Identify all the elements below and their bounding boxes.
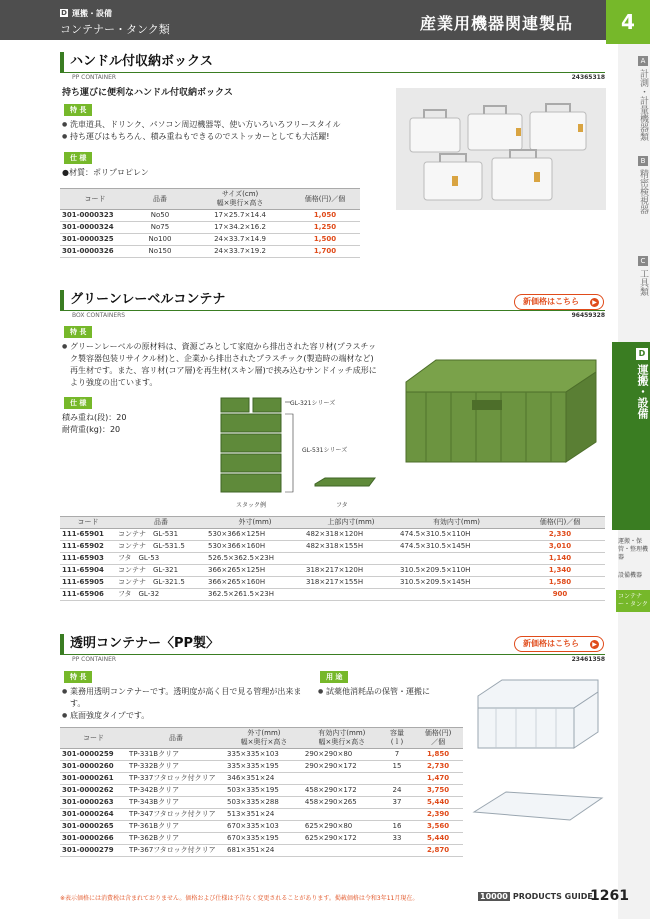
feature-list (62, 341, 380, 389)
feature-item: ● 底面強度タイプです。 (62, 710, 312, 722)
table-row (60, 553, 605, 565)
col-header: 容量 (ｌ) (381, 728, 413, 749)
section-en-title: PP CONTAINER (72, 74, 117, 81)
table-cell: 335×335×103 (225, 749, 303, 761)
table-cell (303, 809, 381, 821)
table-cell: 16 (381, 821, 413, 833)
table-cell: 625×290×80 (303, 821, 381, 833)
col-header: 有効内寸(mm) (398, 517, 515, 529)
price-cell: 900 (515, 589, 605, 601)
code-cell: 301-0000261 (60, 773, 127, 785)
sidebar-item-active[interactable] (612, 342, 650, 530)
new-price-link[interactable]: 新価格はこちら ▶ (514, 636, 604, 652)
table-cell: 513×351×24 (225, 809, 303, 821)
price-cell: 2,330 (515, 529, 605, 541)
table-cell: 625×290×172 (303, 833, 381, 845)
category-icon: D (61, 9, 67, 17)
table-row (60, 761, 463, 773)
price-cell: 1,500 (290, 234, 360, 246)
table-cell: 310.5×209.5×145H (398, 577, 515, 589)
table-cell: 482×318×120H (304, 529, 398, 541)
col-header: コード (60, 517, 116, 529)
table-cell: 366×265×125H (206, 565, 304, 577)
table-cell: 670×335×195 (225, 833, 303, 845)
sidebar-item-label: 精密検視器 (638, 169, 648, 214)
sidebar-sub-item[interactable]: 運搬・保管・整理機器 (618, 538, 649, 561)
table-cell: TP-343Bクリア (127, 797, 225, 809)
use-list (318, 686, 468, 698)
footer-note: ※表示価格には消費税は含まれておりません。価格および仕様は予告なく変更されることがあります。掲載価格は令和3年11月現在。 (60, 895, 419, 902)
table-cell: 458×290×265 (303, 797, 381, 809)
new-price-link[interactable]: 新価格はこちら ▶ (514, 294, 604, 310)
price-cell: 1,850 (413, 749, 463, 761)
code-cell: 301-0000265 (60, 821, 127, 833)
table-row (60, 589, 605, 601)
page-number: 1261 (590, 888, 629, 904)
table-row (60, 809, 463, 821)
code-cell: 301-0000260 (60, 761, 127, 773)
footer-brand (478, 892, 593, 901)
brand-label: PRODUCTS GUIDE (512, 892, 593, 901)
section-title: グリーンレーベルコンテナ (60, 290, 605, 310)
table-row (60, 529, 605, 541)
table-cell (398, 589, 515, 601)
clear-containers-illustration (466, 672, 606, 862)
table-row (60, 797, 463, 809)
table-cell: フタ GL-32 (116, 589, 206, 601)
table-cell: 290×290×172 (303, 761, 381, 773)
table-cell: No100 (130, 234, 190, 246)
feature-list (62, 686, 312, 722)
code-cell: 301-0000266 (60, 833, 127, 845)
product-photo-green-container (396, 352, 606, 480)
table-cell: 526.5×362.5×23H (206, 553, 304, 565)
table-cell: TP-367フタロック付クリア (127, 845, 225, 857)
sidebar-item-label: 工具類 (638, 269, 648, 296)
table-cell: 458×290×172 (303, 785, 381, 797)
table-cell: コンテナ GL-531.5 (116, 541, 206, 553)
spec-tag: 仕 様 (64, 397, 92, 409)
sidebar-item-a[interactable] (618, 52, 650, 142)
price-cell: 1,250 (290, 222, 360, 234)
col-header: 外寸(mm) (206, 517, 304, 529)
table-row (60, 577, 605, 589)
spec-tag: 仕 様 (64, 152, 92, 164)
sidebar-key: C (638, 256, 648, 266)
arrow-right-icon: ▶ (590, 298, 599, 307)
code-cell: 301-0000262 (60, 785, 127, 797)
code-cell: 301-0000279 (60, 845, 127, 857)
sidebar-key: D (636, 348, 648, 360)
feature-tag: 特 長 (64, 104, 92, 116)
table-cell: コンテナ GL-321 (116, 565, 206, 577)
col-header: 価格(円) ／個 (413, 728, 463, 749)
price-cell: 1,340 (515, 565, 605, 577)
price-cell: 2,730 (413, 761, 463, 773)
green-container-illustration (396, 352, 606, 480)
table-cell: TP-347フタロック付クリア (127, 809, 225, 821)
gl321-label: GL-321シリーズ (290, 400, 336, 407)
table-cell: 474.5×310.5×110H (398, 529, 515, 541)
table-cell: 7 (381, 749, 413, 761)
code-cell: 111-65902 (60, 541, 116, 553)
table-cell: No75 (130, 222, 190, 234)
table-cell: 290×290×80 (303, 749, 381, 761)
table-cell: 681×351×24 (225, 845, 303, 857)
table-cell: 670×335×103 (225, 821, 303, 833)
table-row (60, 773, 463, 785)
arrow-right-icon: ▶ (590, 640, 599, 649)
price-cell: 3,750 (413, 785, 463, 797)
section-code: 23461358 (571, 656, 605, 663)
feature-tag: 特 長 (64, 671, 92, 683)
table-cell: コンテナ GL-321.5 (116, 577, 206, 589)
code-cell: 301-0000325 (60, 234, 130, 246)
table-row (60, 541, 605, 553)
table-cell: TP-337フタロック付クリア (127, 773, 225, 785)
price-cell: 1,700 (290, 246, 360, 258)
table-cell (398, 553, 515, 565)
table-cell: フタ GL-53 (116, 553, 206, 565)
feature-item: ● グリーンレーベルの原材料は、資源ごみとして家庭から排出された容リ材(プラスチック製容器包装リサイクル材)と、企業から排出されたプラスチック(製造時の端材など)再生材です。また、容リ材(コア層)を再生材(スキン層)で挟み込むサンドイッチ成形により強度の出ています。 (62, 341, 380, 389)
code-cell: 301-0000259 (60, 749, 127, 761)
stack-diagram (205, 392, 385, 512)
sidebar-item-label: 計測・計量機器類 (638, 69, 648, 141)
code-cell: 301-0000323 (60, 210, 130, 222)
price-cell: 5,440 (413, 833, 463, 845)
table-cell: 37 (381, 797, 413, 809)
col-header: 上部内寸(mm) (304, 517, 398, 529)
table-row (60, 833, 463, 845)
product-table-2 (60, 516, 605, 601)
section-divider (60, 72, 605, 73)
price-cell: 1,050 (290, 210, 360, 222)
product-table-1 (60, 188, 360, 258)
table-cell (381, 773, 413, 785)
handle-boxes-illustration (396, 88, 606, 210)
col-header: コード (60, 728, 127, 749)
code-cell: 111-65901 (60, 529, 116, 541)
table-cell: 366×265×160H (206, 577, 304, 589)
feature-tag: 特 長 (64, 326, 92, 338)
section-title: ハンドル付収納ボックス (60, 52, 605, 72)
code-cell: 301-0000263 (60, 797, 127, 809)
table-cell: 530×366×125H (206, 529, 304, 541)
price-cell: 2,390 (413, 809, 463, 821)
price-cell: 1,580 (515, 577, 605, 589)
section-title: 透明コンテナー〈PP製〉 (60, 634, 605, 654)
price-cell: 2,870 (413, 845, 463, 857)
table-cell: 318×217×155H (304, 577, 398, 589)
table-cell: 346×351×24 (225, 773, 303, 785)
header-title: 産業用機器関連製品 (420, 14, 574, 33)
section-lead: 持ち運びに便利なハンドル付収納ボックス (62, 88, 233, 98)
table-cell: 310.5×209.5×110H (398, 565, 515, 577)
table-cell: 24×33.7×19.2 (190, 246, 290, 258)
section-en-title: BOX CONTAINERS (72, 312, 126, 319)
sidebar-key: B (638, 156, 648, 166)
table-cell: 482×318×155H (304, 541, 398, 553)
table-cell: 15 (381, 761, 413, 773)
table-cell: TP-331Bクリア (127, 749, 225, 761)
table-cell: 17×25.7×14.4 (190, 210, 290, 222)
table-row (60, 222, 360, 234)
table-cell (381, 845, 413, 857)
table-cell: 318×217×120H (304, 565, 398, 577)
spec-line: 積み重ね(段)：20 (62, 413, 127, 422)
code-cell: 111-65903 (60, 553, 116, 565)
section-code: 96459328 (571, 312, 605, 319)
table-row (60, 821, 463, 833)
table-cell (303, 773, 381, 785)
stack-illustration (205, 392, 385, 512)
price-cell: 3,010 (515, 541, 605, 553)
table-row (60, 565, 605, 577)
feature-item: ● 持ち運びはもちろん、積み重ねもできるのでストッカーとしても大活躍! (62, 131, 382, 143)
code-cell: 111-65904 (60, 565, 116, 577)
code-cell: 301-0000326 (60, 246, 130, 258)
code-cell: 111-65905 (60, 577, 116, 589)
table-cell: コンテナ GL-531 (116, 529, 206, 541)
col-header: 価格(円)／個 (515, 517, 605, 529)
sidebar-item-c[interactable] (618, 252, 650, 332)
product-photo-handle-boxes (396, 88, 606, 210)
feature-item: ● 洗車道具、ドリンク、パソコン周辺機器等、使い方いろいろフリースタイル (62, 119, 382, 131)
section-en-title: PP CONTAINER (72, 656, 117, 663)
table-cell: 335×335×195 (225, 761, 303, 773)
product-photo-clear-containers (466, 672, 606, 862)
table-cell: 24×33.7×14.9 (190, 234, 290, 246)
section-divider (60, 654, 605, 655)
col-header: サイズ(cm) 幅×奥行×高さ (190, 189, 290, 210)
table-cell: TP-361Bクリア (127, 821, 225, 833)
col-header: 品番 (127, 728, 225, 749)
spec-text: ●材質：ポリプロピレン (62, 168, 149, 177)
table-row (60, 246, 360, 258)
price-cell: 1,140 (515, 553, 605, 565)
table-row (60, 234, 360, 246)
feature-item: ● 業務用透明コンテナーです。透明度が高く目で見る管理が出来ます。 (62, 686, 312, 710)
feature-list (62, 119, 382, 143)
table-cell: No150 (130, 246, 190, 258)
sidebar-key: A (638, 56, 648, 66)
brand-badge: 10000 (480, 892, 508, 901)
sidebar-sub-item[interactable]: 設備機器 (618, 572, 643, 579)
col-header: コード (60, 189, 130, 210)
col-header: 有効内寸(mm) 幅×奥行×高さ (303, 728, 381, 749)
price-cell: 3,560 (413, 821, 463, 833)
table-cell: 474.5×310.5×145H (398, 541, 515, 553)
col-header: 外寸(mm) 幅×奥行×高さ (225, 728, 303, 749)
col-header: 品番 (130, 189, 190, 210)
table-cell: 362.5×261.5×23H (206, 589, 304, 601)
table-cell (303, 845, 381, 857)
subcategory-label: コンテナー・タンク類 (60, 23, 170, 36)
lid-caption: フタ (336, 502, 348, 509)
section-divider (60, 310, 605, 311)
table-cell (304, 589, 398, 601)
table-row (60, 210, 360, 222)
table-cell: 17×34.2×16.2 (190, 222, 290, 234)
use-tag: 用 途 (320, 671, 348, 683)
use-item: ● 試薬他消耗品の保管・運搬に (318, 686, 468, 698)
stack-caption: スタック例 (236, 502, 267, 509)
code-cell: 301-0000324 (60, 222, 130, 234)
price-cell: 1,470 (413, 773, 463, 785)
table-cell: TP-362Bクリア (127, 833, 225, 845)
table-row (60, 845, 463, 857)
code-cell: 111-65906 (60, 589, 116, 601)
table-row (60, 785, 463, 797)
product-table-3 (60, 727, 463, 857)
table-cell: 24 (381, 785, 413, 797)
price-cell: 5,440 (413, 797, 463, 809)
table-cell: No50 (130, 210, 190, 222)
table-cell: 33 (381, 833, 413, 845)
code-cell: 301-0000264 (60, 809, 127, 821)
table-cell: TP-342Bクリア (127, 785, 225, 797)
table-cell: 503×335×195 (225, 785, 303, 797)
spec-line: 耐荷重(kg)：20 (62, 425, 121, 434)
table-row (60, 749, 463, 761)
col-header: 品番 (116, 517, 206, 529)
col-header: 価格(円)／個 (290, 189, 360, 210)
sidebar-active-label: 運搬・設備 (636, 364, 649, 419)
gl531-label: GL-531シリーズ (302, 447, 348, 454)
sidebar-item-b[interactable] (618, 152, 650, 242)
category-label: 運搬・設備 (72, 9, 112, 18)
chapter-tab[interactable]: 4 (606, 0, 650, 44)
table-cell (381, 809, 413, 821)
table-cell: 503×335×288 (225, 797, 303, 809)
table-cell: 530×366×160H (206, 541, 304, 553)
table-cell (304, 553, 398, 565)
sidebar-sub-item-active[interactable]: コンテナー・タンク (616, 590, 650, 612)
table-cell: TP-332Bクリア (127, 761, 225, 773)
section-code: 24365318 (571, 74, 605, 81)
